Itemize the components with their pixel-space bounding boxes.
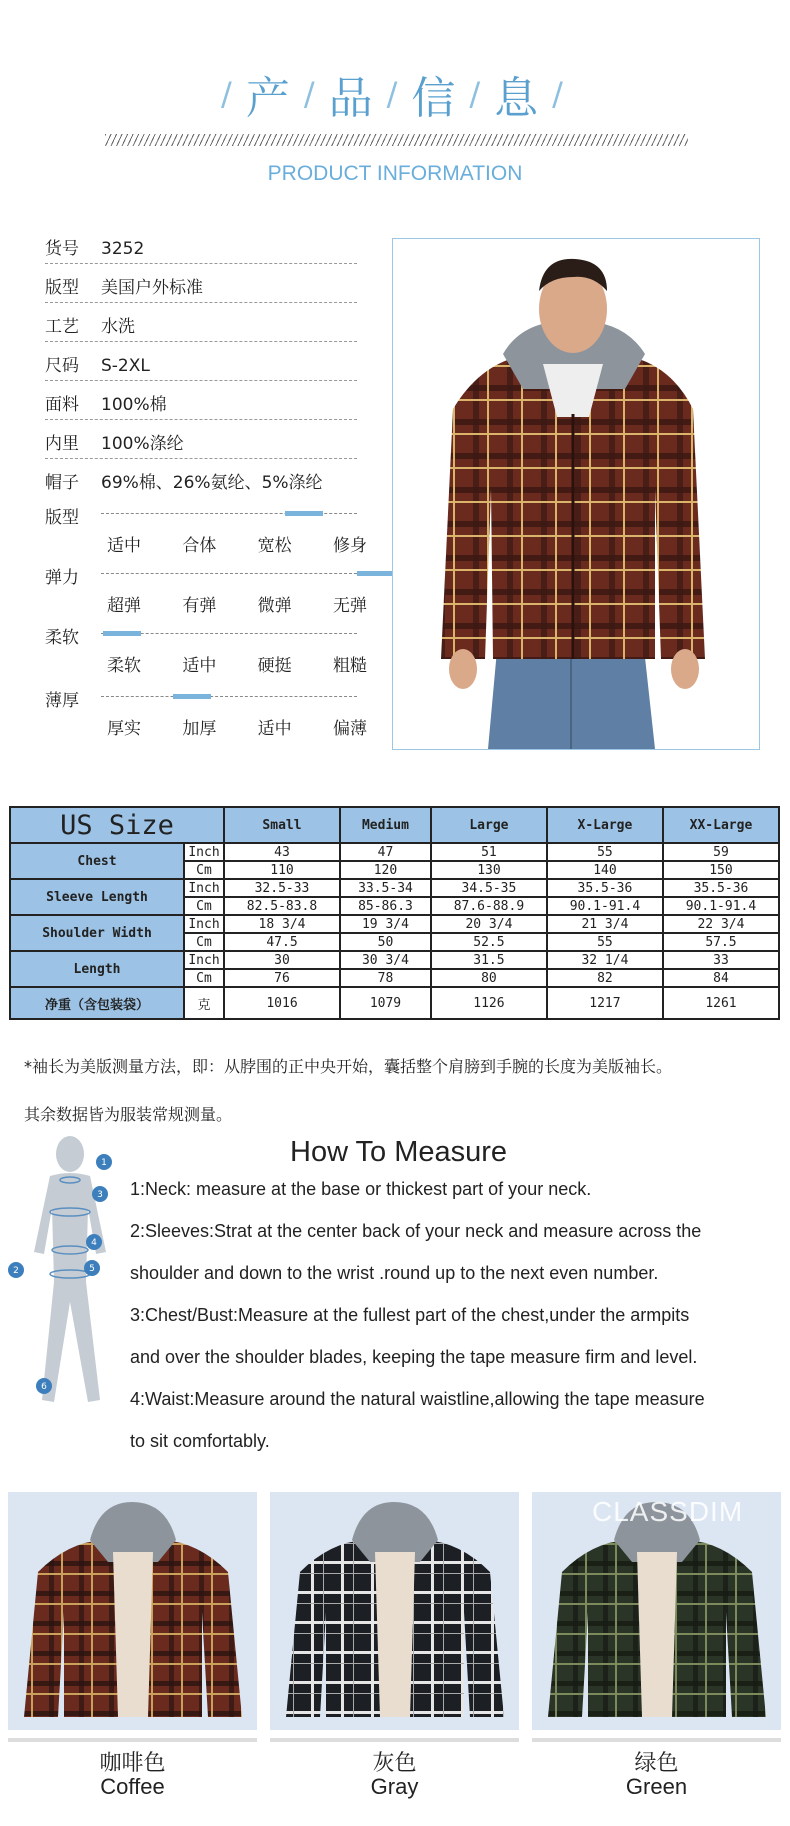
weight-label: 净重（含包装袋）	[10, 987, 184, 1019]
size-header: Large	[431, 807, 547, 843]
rating-marker	[357, 571, 395, 576]
info-row: 版型 美国户外标准	[45, 265, 357, 303]
rating-marker	[285, 511, 323, 516]
rating-thickness: 薄厚 厚实 加厚 适中 偏薄	[45, 691, 367, 739]
title-char: 息	[494, 73, 545, 124]
body-measure-figure	[8, 1132, 120, 1432]
measure-title: How To Measure	[290, 1136, 508, 1168]
rating-fit: 版型 适中 合体 宽松 修身	[45, 508, 367, 556]
general-note: 其余数据皆为服装常规测量。	[24, 1105, 233, 1124]
info-row: 货号 3252	[45, 226, 357, 264]
color-name-en: Coffee	[100, 1774, 165, 1799]
rating-stretch: 弹力 超弹 有弹 微弹 无弹	[45, 563, 357, 613]
jacket-illustration	[270, 1492, 519, 1730]
marker-label: 4	[91, 1238, 97, 1248]
color-name-en: Green	[625, 1774, 688, 1799]
hatch-divider	[105, 134, 688, 146]
divider	[8, 1738, 257, 1742]
brand-watermark: CLASSDIM	[592, 1496, 744, 1527]
page-title-en: PRODUCT INFORMATION	[267, 162, 523, 185]
model-illustration	[393, 239, 759, 749]
title-char: 信	[411, 73, 462, 124]
measure-name: Length	[10, 951, 184, 987]
size-header: X-Large	[547, 807, 663, 843]
measure-instructions: 1:Neck: measure at the base or thickest part of your neck. 2:Sleeves:Strat at the center back of your neck and measure across the shoulder and down to the wrist .round up to the next even number. 3:Chest/Bust:Measure at the fullest part of the chest,under the armpits and over the shoulder blades, keeping the tape measure firm and level. 4:Waist:Measure around the natural waistline,allowing the tape measure to sit comfortably.	[130, 1179, 705, 1451]
size-header: Medium	[340, 807, 431, 843]
color-tile-coffee[interactable]	[8, 1492, 257, 1730]
color-name-cn: 灰色	[372, 1751, 417, 1776]
info-row: 尺码 S-2XL	[45, 343, 357, 381]
model-photo	[392, 238, 760, 750]
title-char: 品	[328, 73, 379, 124]
measure-name: Sleeve Length	[10, 879, 184, 915]
divider	[270, 1738, 519, 1742]
jacket-illustration	[8, 1492, 257, 1730]
marker-label: 2	[13, 1266, 19, 1276]
rating-softness: 柔软 柔软 适中 硬挺 粗糙	[45, 628, 367, 676]
color-tile-gray[interactable]	[270, 1492, 519, 1730]
info-row: 面料 100%棉	[45, 382, 357, 420]
rating-marker	[103, 631, 141, 636]
marker-label: 5	[89, 1264, 95, 1274]
info-row: 帽子 69%棉、26%氨纶、5%涤纶	[45, 473, 323, 493]
color-name-cn: 绿色	[634, 1751, 679, 1776]
info-row: 内里 100%涤纶	[45, 421, 357, 459]
measure-name: Chest	[10, 843, 184, 879]
size-table: US Size Small Medium Large X-Large XX-Large Chest Inch 43 47 51 55 59 Cm 110 120 130 140 150 Sleeve Length Inch 32.5-33 33.5-34 34.5-35 35.5-36 35.5-36 Cm 82.5-83.8 85-86.3 87.6-88.9 90.1-91.4 90.1-91.4 Shoulder Width Inch 18 3/4 19 3/4 20 3/4 21 3/4 22 3/4 Cm 47.5 50 52.5 55 57.5 Length Inch 30 30 3/4 31.5 32 1/4 33 Cm 76 78 80 82 84 净重（含包装袋） 克 1016 1079 1126 1217 1261	[9, 806, 780, 1020]
measure-name: Shoulder Width	[10, 915, 184, 951]
size-table-title: US Size	[10, 807, 224, 843]
color-name-cn: 咖啡色	[99, 1751, 166, 1776]
page-title-cn: / 产 / 品 / 信 / 息 /	[221, 73, 569, 124]
sleeve-note: *袖长为美版测量方法，即：从脖围的正中央开始，囊括整个肩膀到手腕的长度为美版袖长。	[24, 1057, 673, 1076]
color-name-en: Gray	[370, 1774, 419, 1799]
divider	[532, 1738, 781, 1742]
title-char: 产	[245, 73, 296, 124]
size-header: XX-Large	[663, 807, 779, 843]
marker-label: 3	[97, 1190, 103, 1200]
size-header: Small	[224, 807, 340, 843]
marker-label: 1	[101, 1158, 107, 1168]
marker-label: 6	[41, 1382, 47, 1392]
info-row: 工艺 水洗	[45, 304, 357, 342]
rating-marker	[173, 694, 211, 699]
